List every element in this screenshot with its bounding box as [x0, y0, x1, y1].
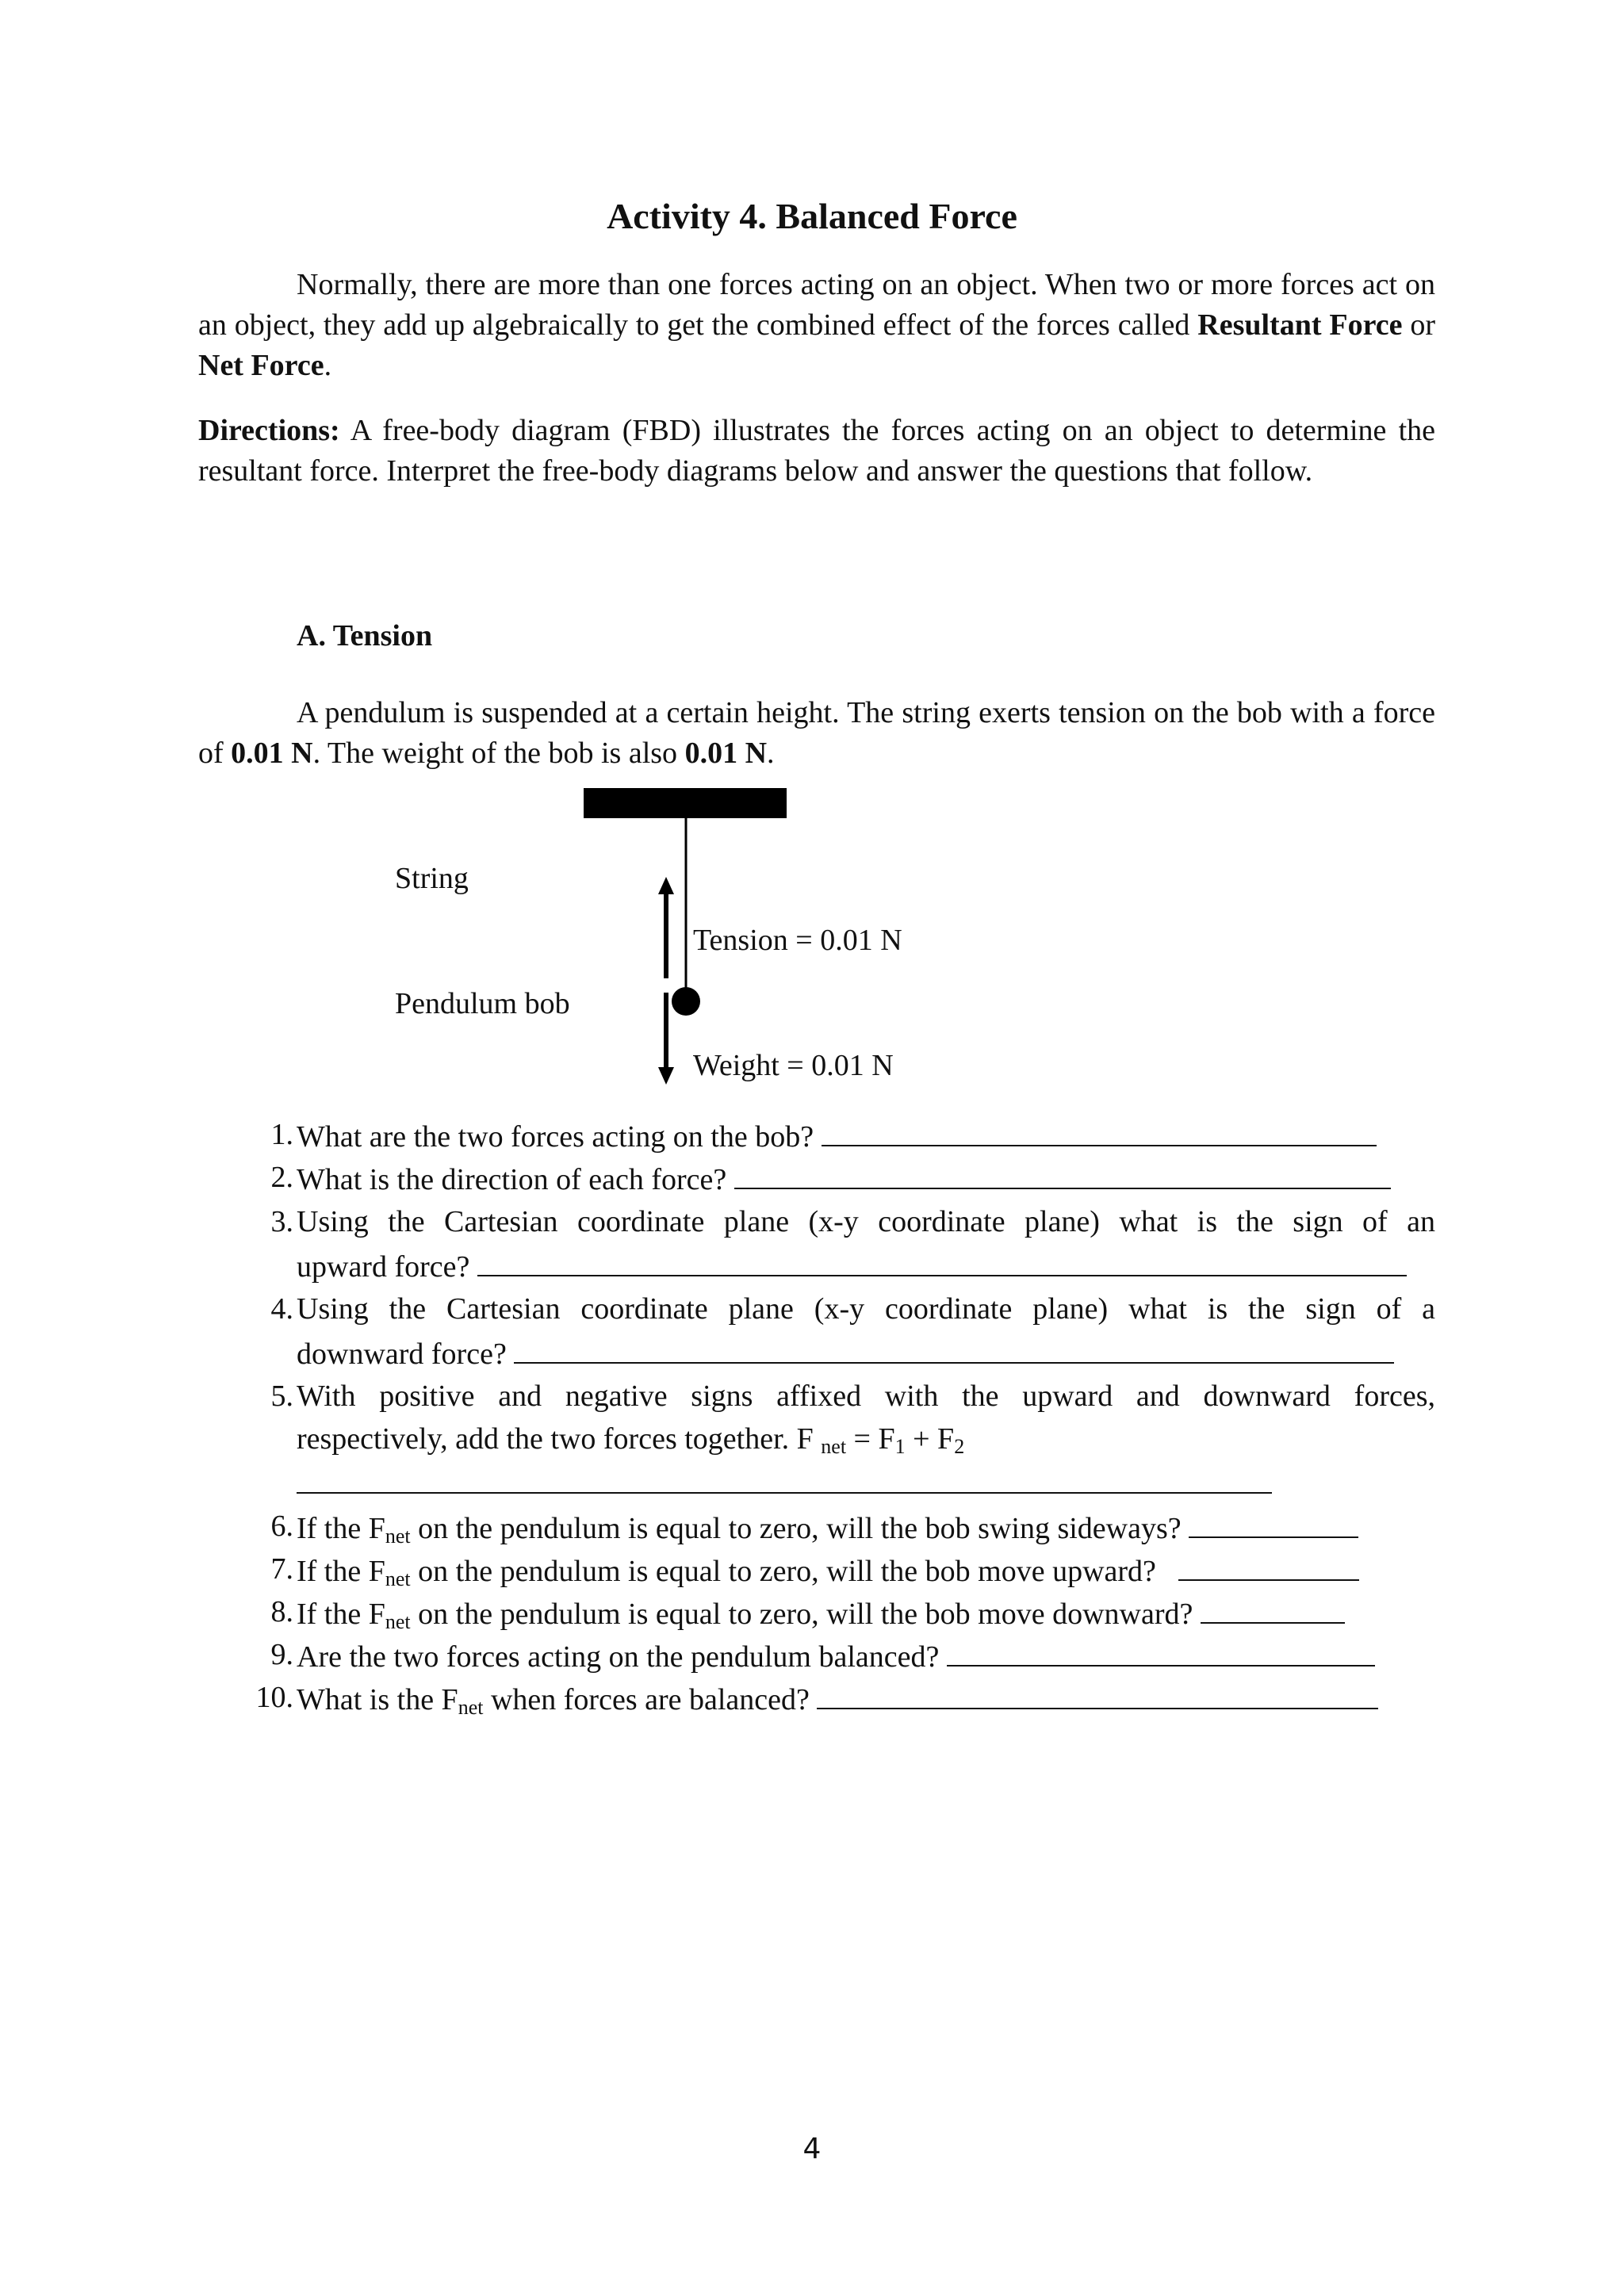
- scenario-text: A pendulum is suspended at a certain height. The string exerts tension on the bob with a force of: [198, 696, 1435, 770]
- answer-blank-7[interactable]: [1178, 1548, 1359, 1581]
- intro-period: .: [324, 349, 332, 382]
- question-number: 9.: [270, 1638, 293, 1671]
- question-text: What is the direction of each force?: [297, 1163, 727, 1196]
- subscript-2: 2: [954, 1435, 965, 1458]
- question-number: 8.: [270, 1595, 293, 1628]
- subscript-net: net: [385, 1567, 411, 1590]
- subscript-net: net: [821, 1435, 847, 1458]
- intro-connector: or: [1402, 308, 1435, 342]
- weight-label: Weight = 0.01 N: [693, 1049, 894, 1082]
- subscript-1: 1: [894, 1435, 906, 1458]
- question-text: If the F: [297, 1598, 385, 1631]
- scenario-paragraph: [198, 693, 1435, 774]
- subscript-net: net: [385, 1525, 411, 1548]
- question-number: 3.: [270, 1205, 293, 1238]
- answer-blank-1[interactable]: [822, 1113, 1377, 1146]
- intro-text: Normally, there are more than one forces acting on an object. When two or more forces act on an object, they add up algebraically to get the combined effect of the forces called: [198, 268, 1435, 342]
- answer-blank-5[interactable]: [297, 1460, 1272, 1494]
- question-number: 4.: [270, 1292, 293, 1326]
- scenario-period: .: [767, 737, 775, 770]
- answer-blank-2[interactable]: [734, 1156, 1391, 1189]
- directions-text: A free-body diagram (FBD) illustrates the forces acting on an object to determine the resultant force. Interpret the free-body diagrams below and answer the questions that follow.: [198, 414, 1435, 488]
- tension-value: 0.01 N: [231, 737, 313, 770]
- question-text: on the pendulum is equal to zero, will the bob move upward?: [410, 1555, 1156, 1588]
- scenario-text-2: . The weight of the bob is also: [312, 737, 685, 770]
- formula-part: + F: [905, 1422, 955, 1456]
- term-resultant-force: Resultant Force: [1197, 308, 1403, 342]
- question-text: on the pendulum is equal to zero, will the bob swing sideways?: [410, 1512, 1182, 1545]
- question-text: Using the Cartesian coordinate plane (x-y coordinate plane) what is the sign of a: [297, 1292, 1435, 1326]
- question-text: What are the two forces acting on the bob?: [297, 1120, 814, 1154]
- question-text: What is the F: [297, 1683, 458, 1716]
- answer-blank-6[interactable]: [1189, 1505, 1358, 1538]
- section-heading: A. Tension: [297, 619, 433, 652]
- answer-blank-3[interactable]: [477, 1243, 1407, 1276]
- answer-blank-8[interactable]: [1201, 1590, 1345, 1624]
- answer-blank-9[interactable]: [947, 1633, 1375, 1667]
- question-number: 7.: [270, 1552, 293, 1586]
- intro-paragraph: [198, 265, 1435, 386]
- pendulum-bob: [672, 987, 700, 1016]
- directions-label: Directions:: [198, 414, 340, 447]
- weight-value: 0.01 N: [684, 737, 768, 770]
- question-number: 10.: [255, 1681, 293, 1714]
- question-text: on the pendulum is equal to zero, will the bob move downward?: [410, 1598, 1193, 1631]
- question-text: If the F: [297, 1555, 385, 1588]
- page-number: 4: [802, 2133, 822, 2165]
- answer-blank-10[interactable]: [817, 1676, 1378, 1709]
- question-text: upward force?: [297, 1250, 470, 1284]
- tension-arrow-head: [658, 877, 674, 894]
- question-number: 6.: [270, 1510, 293, 1543]
- question-text: Using the Cartesian coordinate plane (x-y coordinate plane) what is the sign of an: [297, 1205, 1435, 1238]
- subscript-net: net: [458, 1696, 484, 1719]
- question-text: Are the two forces acting on the pendulum balanced?: [297, 1640, 940, 1674]
- subscript-net: net: [385, 1610, 411, 1633]
- page-title: Activity 4. Balanced Force: [607, 196, 1017, 236]
- string-label: String: [395, 862, 469, 895]
- ceiling-support: [584, 788, 787, 818]
- formula-part: = F: [846, 1422, 895, 1456]
- weight-arrow-head: [658, 1067, 674, 1085]
- question-number: 5.: [270, 1380, 293, 1413]
- term-net-force: Net Force: [198, 349, 324, 382]
- question-number: 2.: [270, 1161, 293, 1194]
- directions-paragraph: [198, 411, 1435, 492]
- tension-label: Tension = 0.01 N: [693, 924, 902, 957]
- question-text: If the F: [297, 1512, 385, 1545]
- question-text: respectively, add the two forces together. F: [297, 1422, 822, 1456]
- question-text: downward force?: [297, 1337, 507, 1371]
- bob-label: Pendulum bob: [395, 987, 570, 1020]
- question-text: With positive and negative signs affixed with the upward and downward forces,: [297, 1380, 1435, 1413]
- answer-blank-4[interactable]: [514, 1330, 1394, 1364]
- question-number: 1.: [270, 1118, 293, 1151]
- question-text: when forces are balanced?: [483, 1683, 810, 1716]
